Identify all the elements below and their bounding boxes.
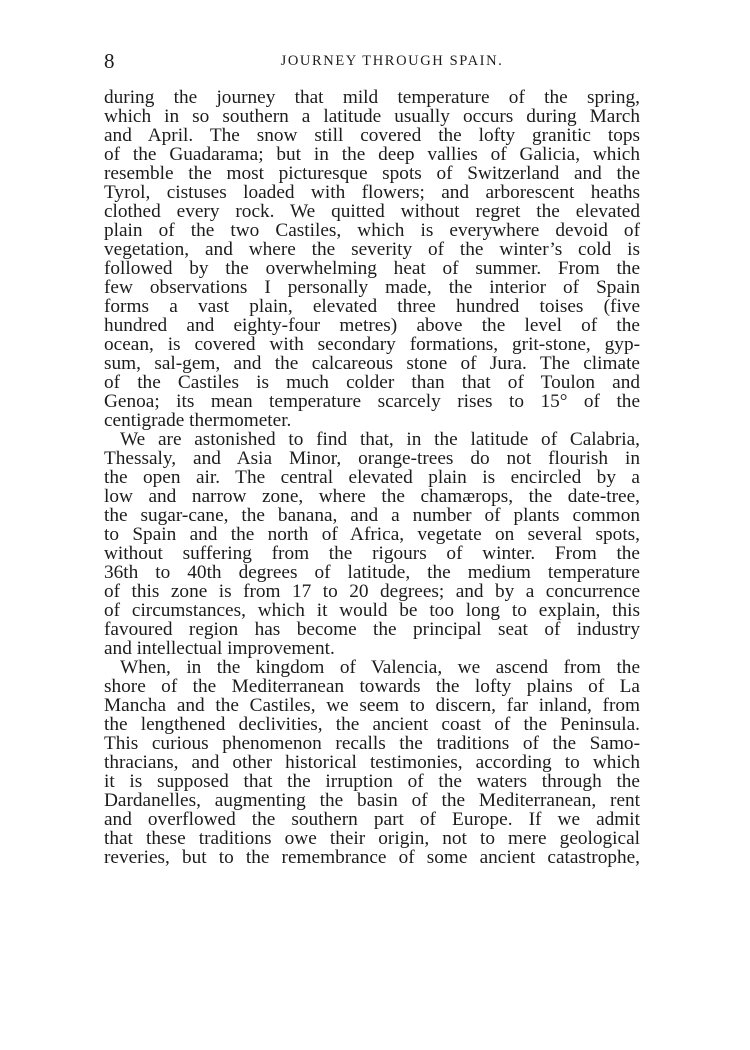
paragraph [104,430,640,658]
text-line: 36th to 40th degrees of latitude, the medium temperature [104,562,640,583]
text-line: sum, sal-gem, and the calcareous stone of Jura. The climate [104,353,640,374]
text-line: it is supposed that the irruption of the waters through the [104,771,640,792]
text-line: during the journey that mild temperature of the spring, [104,87,640,108]
text-line: centigrade thermometer. [104,410,292,431]
text-line: shore of the Mediterranean towards the lofty plains of La [104,676,640,697]
text-line: favoured region has become the principal seat of industry [104,619,640,640]
text-line: This curious phenomenon recalls the traditions of the Samo- [104,733,640,754]
text-line: of the Guadarama; but in the deep vallies of Galicia, which [104,144,640,165]
text-line: Dardanelles, augmenting the basin of the Mediterranean, rent [104,790,640,811]
text-line: low and narrow zone, where the chamærops, the date-tree, [104,486,640,507]
text-line: Genoa; its mean temperature scarcely rises to 15° of the [104,391,640,412]
text-line: the open air. The central elevated plain is encircled by a [104,467,640,488]
text-line: We are astonished to find that, in the latitude of Calabria, [120,429,640,450]
body-text [104,88,640,867]
text-line: plain of the two Castiles, which is everywhere devoid of [104,220,640,241]
text-line: When, in the kingdom of Valencia, we ascend from the [120,657,640,678]
text-line: few observations I personally made, the interior of Spain [104,277,640,298]
text-line: which in so southern a latitude usually occurs during March [104,106,640,127]
text-line: the lengthened declivities, the ancient coast of the Peninsula. [104,714,640,735]
text-line: forms a vast plain, elevated three hundred toises (five [104,296,640,317]
text-line: that these traditions owe their origin, not to mere geological [104,828,640,849]
text-line: clothed every rock. We quitted without regret the elevated [104,201,640,222]
text-line: Thessaly, and Asia Minor, orange-trees do not flourish in [104,448,640,469]
text-line: without suffering from the rigours of winter. From the [104,543,640,564]
text-line: followed by the overwhelming heat of summer. From the [104,258,640,279]
text-line: resemble the most picturesque spots of Switzerland and the [104,163,640,184]
paragraph [104,658,640,867]
text-line: Tyrol, cistuses loaded with flowers; and arborescent heaths [104,182,640,203]
page-number: 8 [104,49,115,73]
paragraph [104,88,640,430]
text-line: of circumstances, which it would be too long to explain, this [104,600,640,621]
text-line: thracians, and other historical testimonies, according to which [104,752,640,773]
text-line: hundred and eighty-four metres) above the level of the [104,315,640,336]
text-line: the sugar-cane, the banana, and a number of plants common [104,505,640,526]
text-line: of the Castiles is much colder than that of Toulon and [104,372,640,393]
text-line: vegetation, and where the severity of the winter’s cold is [104,239,640,260]
text-line: to Spain and the north of Africa, vegetate on several spots, [104,524,640,545]
text-line: Mancha and the Castiles, we seem to discern, far inland, from [104,695,640,716]
text-line: reveries, but to the remembrance of some ancient catastrophe, [104,847,640,868]
text-line: of this zone is from 17 to 20 degrees; and by a concurrence [104,581,640,602]
page-header [104,46,640,76]
text-line: and April. The snow still covered the lofty granitic tops [104,125,640,146]
running-head: JOURNEY THROUGH SPAIN. [280,53,504,69]
text-line: ocean, is covered with secondary formations, grit-stone, gyp- [104,334,640,355]
text-line: and overflowed the southern part of Europe. If we admit [104,809,640,830]
text-line: and intellectual improvement. [104,638,335,659]
